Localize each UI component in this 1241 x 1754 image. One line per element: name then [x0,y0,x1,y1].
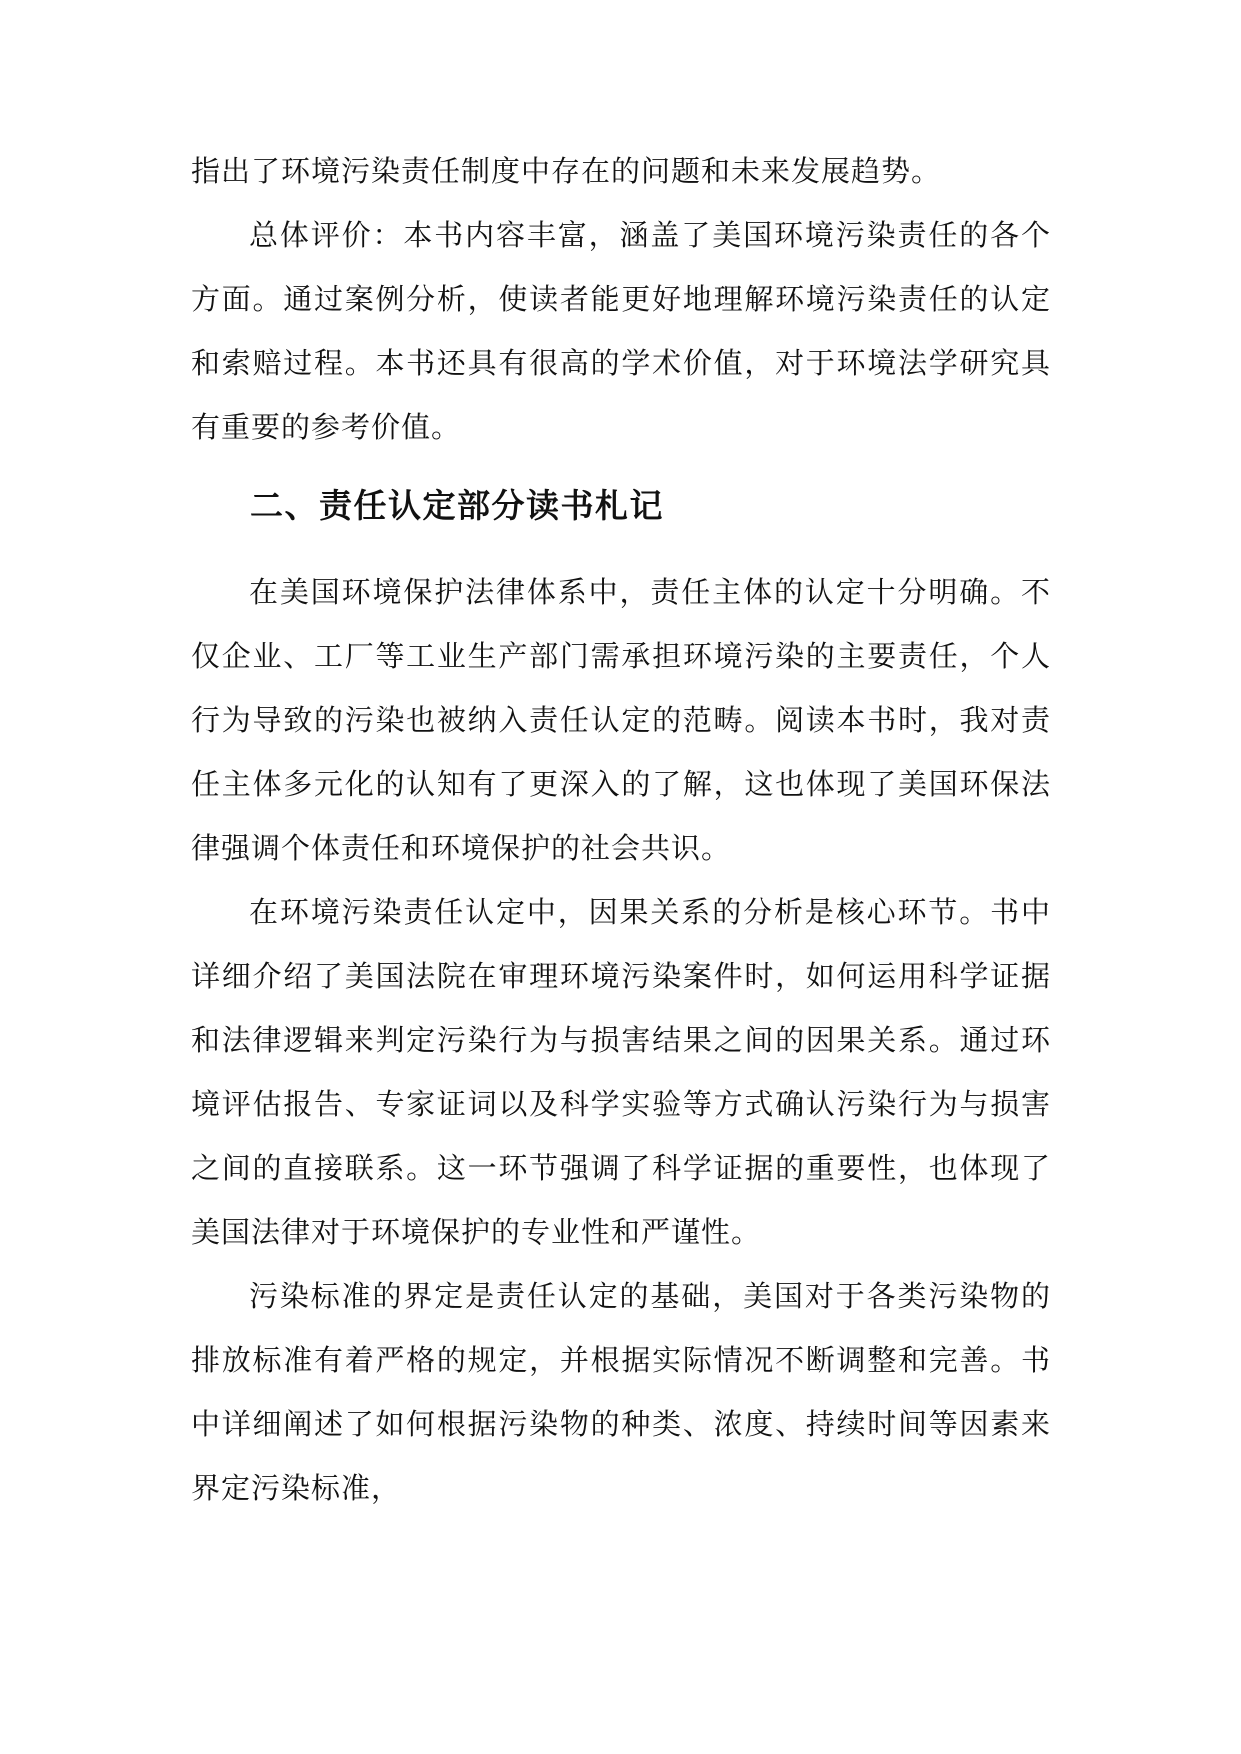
body-paragraph: 在美国环境保护法律体系中，责任主体的认定十分明确。不仅企业、工厂等工业生产部门需承担环境污染的主要责任，个人行为导致的污染也被纳入责任认定的范畴。阅读本书时，我对责任主体多元化的认知有了更深入的了解，这也体现了美国环保法律强调个体责任和环境保护的社会共识。 [191,575,1051,865]
body-paragraph: 污染标准的界定是责任认定的基础，美国对于各类污染物的排放标准有着严格的规定，并根据实际情况不断调整和完善。书中详细阐述了如何根据污染物的种类、浓度、持续时间等因素来界定污染标准， [191,1279,1051,1505]
body-paragraph: 在环境污染责任认定中，因果关系的分析是核心环节。书中详细介绍了美国法院在审理环境污染案件时，如何运用科学证据和法律逻辑来判定污染行为与损害结果之间的因果关系。通过环境评估报告、专家证词以及科学实验等方式确认污染行为与损害之间的直接联系。这一环节强调了科学证据的重要性，也体现了美国法律对于环境保护的专业性和严谨性。 [191,895,1051,1249]
section-heading: 二、责任认定部分读书札记 [250,486,664,525]
continuation-paragraph: 指出了环境污染责任制度中存在的问题和未来发展趋势。 [191,154,942,188]
evaluation-paragraph: 总体评价：本书内容丰富，涵盖了美国环境污染责任的各个方面。通过案例分析，使读者能更好地理解环境污染责任的认定和索赔过程。本书还具有很高的学术价值，对于环境法学研究具有重要的参考价值。 [191,218,1051,444]
section-two-body [191,560,1051,1520]
section-one-tail [191,139,1051,459]
